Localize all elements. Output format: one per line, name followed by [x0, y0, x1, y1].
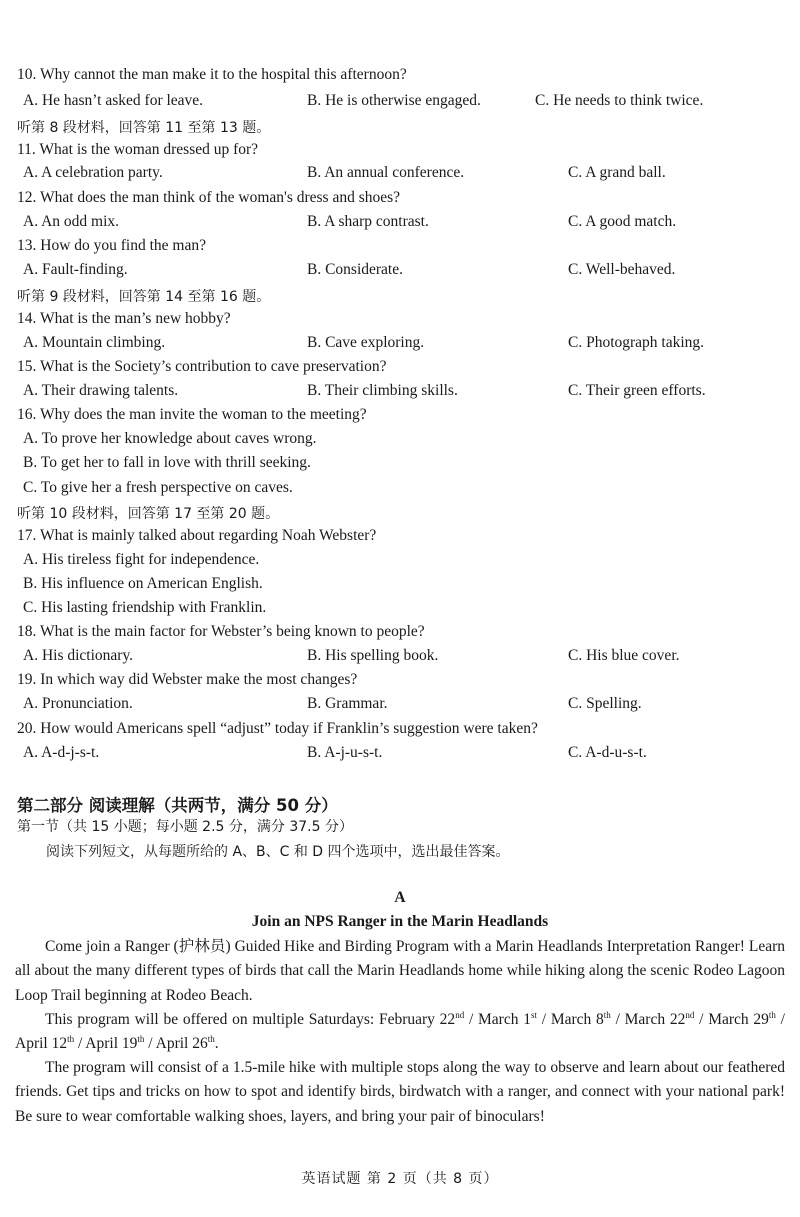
option-b: B. His spelling book. — [307, 647, 439, 664]
option-b: B. A sharp contrast. — [307, 213, 429, 230]
option-a: A. He hasn’t asked for leave. — [23, 92, 204, 109]
question-20: 20. How would Americans spell “adjust” today if Franklin’s suggestion were taken? — [17, 720, 538, 737]
option-b: B. His influence on American English. — [23, 575, 263, 592]
question-18: 18. What is the main factor for Webster’s being known to people? — [17, 623, 425, 640]
option-a: A. His tireless fight for independence. — [23, 551, 260, 568]
option-a: A. Fault-finding. — [23, 261, 128, 278]
options-10 — [0, 92, 800, 114]
option-c: C. Well-behaved. — [568, 261, 676, 278]
option-a: A. An odd mix. — [23, 213, 120, 230]
passage-title: Join an NPS Ranger in the Marin Headlands — [251, 913, 549, 930]
option-b: B. A-j-u-s-t. — [307, 744, 383, 761]
option-b: B. Cave exploring. — [307, 334, 425, 351]
option-c: C. Photograph taking. — [568, 334, 705, 351]
options-19 — [0, 695, 800, 717]
option-b: B. An annual conference. — [307, 164, 465, 181]
passage-paragraph-2: This program will be offered on multiple Saturdays: February 22nd / March 1st / March 8th / March 22nd / March 29th / April 12th / April 19th / April 26th. — [15, 1010, 785, 1053]
options-11 — [0, 164, 800, 186]
option-c: C. His blue cover. — [568, 647, 680, 664]
question-19: 19. In which way did Webster make the most changes? — [17, 671, 358, 688]
option-a: A. His dictionary. — [23, 647, 134, 664]
option-a: A. Mountain climbing. — [23, 334, 166, 351]
paragraph-3-text: The program will consist of a 1.5-mile hike with multiple stops along the way to observe and learn about our feathered friends. Get tips and tricks on how to spot and identify birds, birdwatch with a ranger, and connect with your national park! Be sure to wear comfortable walking shoes, layers, and bring your pair of binoculars! — [15, 1059, 785, 1125]
passage-letter: A — [394, 889, 406, 906]
paragraph-1-text: Come join a Ranger (护林员) Guided Hike and Birding Program with a Marin Headlands Interpretation Ranger! Learn all about the many different types of birds that call the Marin Headlands home while hiking along the scenic Rodeo Lagoon Loop Trail beginning at Rodeo Beach. — [15, 938, 785, 1004]
option-c: C. A grand ball. — [568, 164, 666, 181]
options-12 — [0, 213, 800, 235]
option-c: C. A-d-u-s-t. — [568, 744, 647, 761]
options-14 — [0, 334, 800, 356]
instruction-section-9: 听第 9 段材料，回答第 14 至第 16 题。 — [17, 289, 271, 305]
page-footer: 英语试题 第 2 页（共 8 页） — [301, 1171, 499, 1187]
option-b: B. Considerate. — [307, 261, 403, 278]
option-b: B. To get her to fall in love with thrill seeking. — [23, 454, 311, 471]
instruction-section-10: 听第 10 段材料，回答第 17 至第 20 题。 — [17, 506, 280, 522]
question-17: 17. What is mainly talked about regarding Noah Webster? — [17, 527, 377, 544]
part2-section1: 第一节（共 15 小题；每小题 2.5 分，满分 37.5 分） — [17, 819, 353, 835]
option-c: C. Their green efforts. — [568, 382, 706, 399]
option-b: B. Grammar. — [307, 695, 388, 712]
options-20 — [0, 744, 800, 766]
instruction-section-8: 听第 8 段材料，回答第 11 至第 13 题。 — [17, 120, 271, 136]
question-14: 14. What is the man’s new hobby? — [17, 310, 231, 327]
option-b: B. Their climbing skills. — [307, 382, 458, 399]
option-a: A. Their drawing talents. — [23, 382, 179, 399]
option-c: C. His lasting friendship with Franklin. — [23, 599, 267, 616]
option-c: C. To give her a fresh perspective on caves. — [23, 479, 293, 496]
option-a: A. To prove her knowledge about caves wrong. — [23, 430, 317, 447]
question-13: 13. How do you find the man? — [17, 237, 206, 254]
part2-directions: 阅读下列短文，从每题所给的 A、B、C 和 D 四个选项中，选出最佳答案。 — [46, 844, 510, 860]
option-b: B. He is otherwise engaged. — [307, 92, 481, 109]
option-c: C. He needs to think twice. — [535, 92, 704, 109]
option-a: A. A celebration party. — [23, 164, 163, 181]
options-13 — [0, 261, 800, 283]
options-18 — [0, 647, 800, 669]
option-a: A. A-d-j-s-t. — [23, 744, 100, 761]
passage-paragraph-3 — [15, 1056, 785, 1129]
option-a: A. Pronunciation. — [23, 695, 133, 712]
option-c: C. A good match. — [568, 213, 677, 230]
passage-paragraph-1 — [15, 935, 785, 1008]
question-15: 15. What is the Society’s contribution to cave preservation? — [17, 358, 387, 375]
question-12: 12. What does the man think of the woman's dress and shoes? — [17, 189, 401, 206]
option-c: C. Spelling. — [568, 695, 642, 712]
part2-title: 第二部分 阅读理解（共两节，满分 50 分） — [17, 796, 338, 815]
question-11: 11. What is the woman dressed up for? — [17, 141, 259, 158]
question-16: 16. Why does the man invite the woman to the meeting? — [17, 406, 367, 423]
question-10: 10. Why cannot the man make it to the hospital this afternoon? — [17, 66, 407, 83]
options-15 — [0, 382, 800, 404]
